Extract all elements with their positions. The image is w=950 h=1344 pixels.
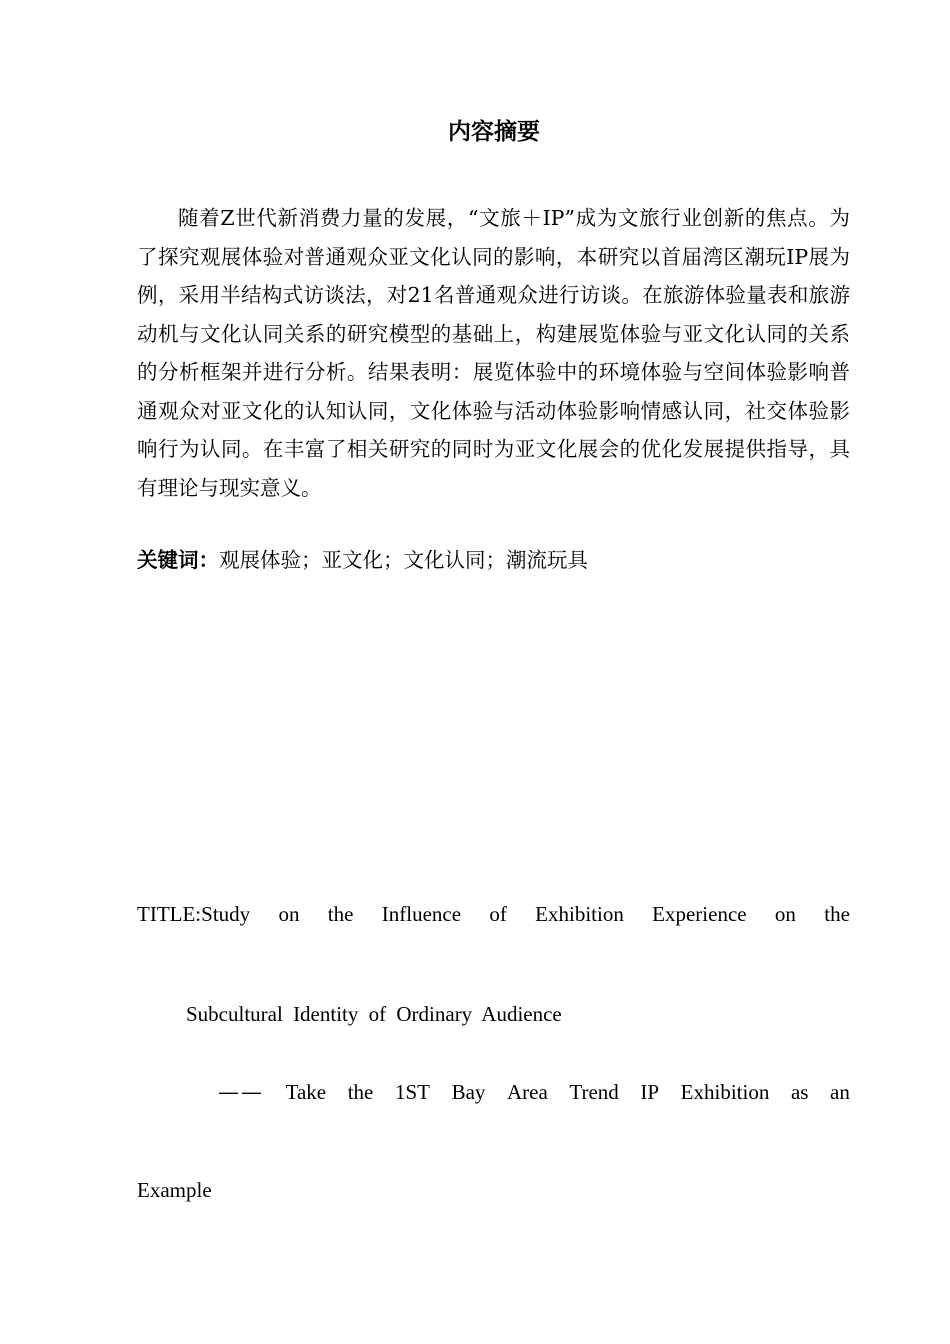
- title-word: Experience: [652, 902, 747, 926]
- abstract-heading: 内容摘要: [448, 119, 540, 145]
- subtitle-word: Area: [506, 1080, 548, 1104]
- title-word: of: [489, 902, 507, 926]
- subtitle-word: IP: [640, 1080, 660, 1104]
- title-word: TITLE:Study: [137, 902, 251, 926]
- title-word: Influence: [381, 902, 462, 926]
- english-subtitle-line-1: [218, 1077, 850, 1107]
- subtitle-word: Trend: [569, 1080, 619, 1104]
- keywords-line: [137, 541, 850, 579]
- english-title-line-2: Subcultural Identity of Ordinary Audience: [186, 1002, 562, 1026]
- subtitle-word: the: [347, 1080, 374, 1104]
- subtitle-word: 1ST: [394, 1080, 430, 1104]
- title-word: the: [824, 902, 850, 926]
- keywords-label: 关键词：: [137, 548, 219, 572]
- subtitle-word: Bay: [451, 1080, 486, 1104]
- english-subtitle-line-2: Example: [137, 1178, 212, 1202]
- subtitle-dash: ——: [218, 1080, 264, 1104]
- subtitle-word: Take: [285, 1080, 327, 1104]
- english-title-line-1: [137, 899, 850, 929]
- title-word: Exhibition: [535, 902, 624, 926]
- subtitle-word: Exhibition: [680, 1080, 770, 1104]
- abstract-body: 随着Z世代新消费力量的发展，“文旅＋IP”成为文旅行业创新的焦点。为了探究观展体验对普通观众亚文化认同的影响，本研究以首届湾区潮玩IP展为例，采用半结构式访谈法，对21名普通观众进行访谈。在旅游体验量表和旅游动机与文化认同关系的研究模型的基础上，构建展览体验与亚文化认同的关系的分析框架并进行分析。结果表明：展览体验中的环境体验与空间体验影响普通观众对亚文化的认知认同，文化体验与活动体验影响情感认同，社交体验影响行为认同。在丰富了相关研究的同时为亚文化展会的优化发展提供指导，具有理论与现实意义。: [137, 206, 850, 500]
- title-word: the: [327, 902, 354, 926]
- subtitle-word: as: [790, 1080, 809, 1104]
- title-word: on: [774, 902, 796, 926]
- keywords-list: 观展体验；亚文化；文化认同；潮流玩具: [219, 548, 588, 572]
- subtitle-word: an: [830, 1080, 850, 1104]
- title-word: on: [278, 902, 300, 926]
